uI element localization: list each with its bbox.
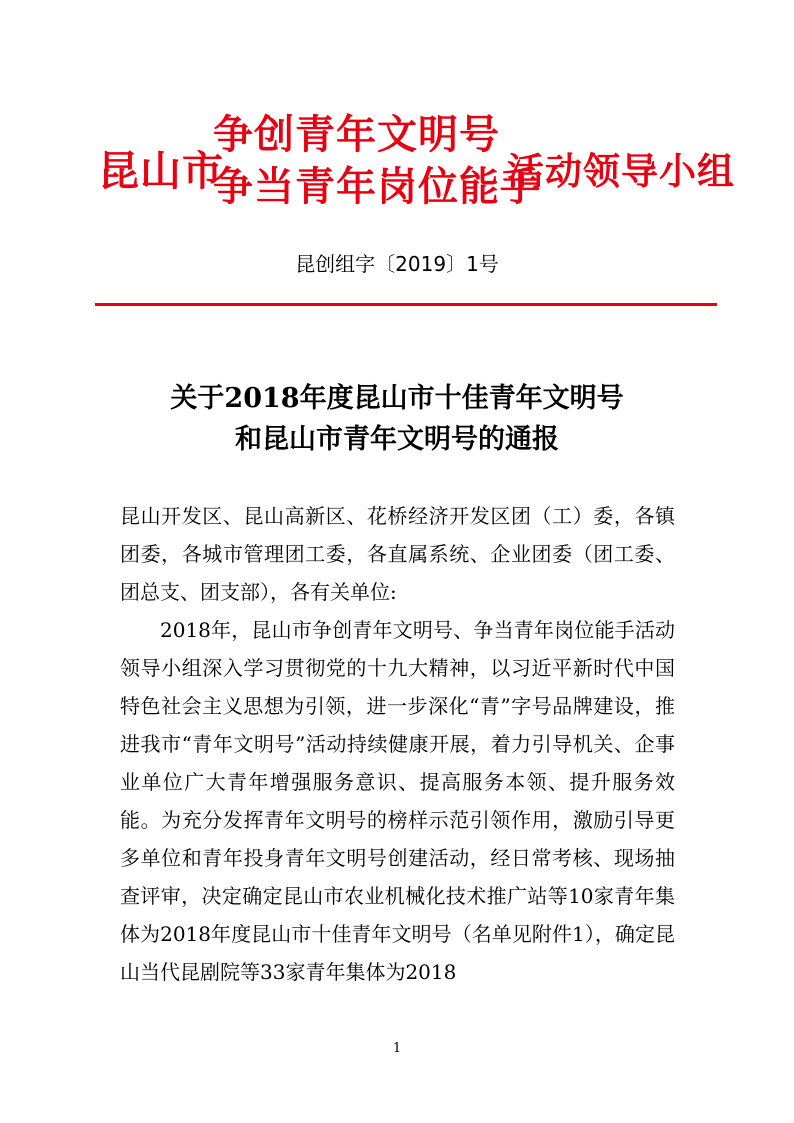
issuer-campaign-line1: 争创青年文明号 (213, 112, 500, 158)
document-title (0, 378, 794, 460)
issuer-suffix: 活动领导小组 (507, 150, 735, 193)
header-divider (95, 303, 717, 306)
body-paragraph: 2018年，昆山市争创青年文明号、争当青年岗位能手活动领导小组深入学习贯彻党的十九大精神，以习近平新时代中国特色社会主义思想为引领，进一步深化“青”字号品牌建设，推进我市“青年文明号”活动持续健康开展，着力引导机关、企事业单位广大青年增强服务意识、提高服务本领、提升服务效能。为充分发挥青年文明号的榜样示范引领作用，激励引导更多单位和青年投身青年文明号创建活动，经日常考核、现场抽查评审，决定确定昆山市农业机械化技术推广站等10家青年集体为2018年度昆山市十佳青年文明号（名单见附件1），确定昆山当代昆剧院等33家青年集体为2018 (120, 618, 675, 984)
addressee-paragraph: 昆山开发区、昆山高新区、花桥经济开发区团（工）委，各镇团委，各城市管理团工委，各直属系统、企业团委（团工委、团总支、团支部），各有关单位: (120, 504, 675, 604)
issuer-campaign-line2: 争当青年岗位能手 (213, 164, 541, 210)
issuer-campaign-names (213, 109, 541, 213)
issuer-city: 昆山市 (98, 147, 224, 195)
document-number: 昆创组字〔2019〕1号 (295, 252, 499, 276)
title-line1: 关于2018年度昆山市十佳青年文明号 (170, 383, 624, 414)
title-line2: 和昆山市青年文明号的通报 (235, 424, 559, 455)
page-number: 1 (392, 1041, 402, 1056)
document-body (120, 497, 675, 991)
